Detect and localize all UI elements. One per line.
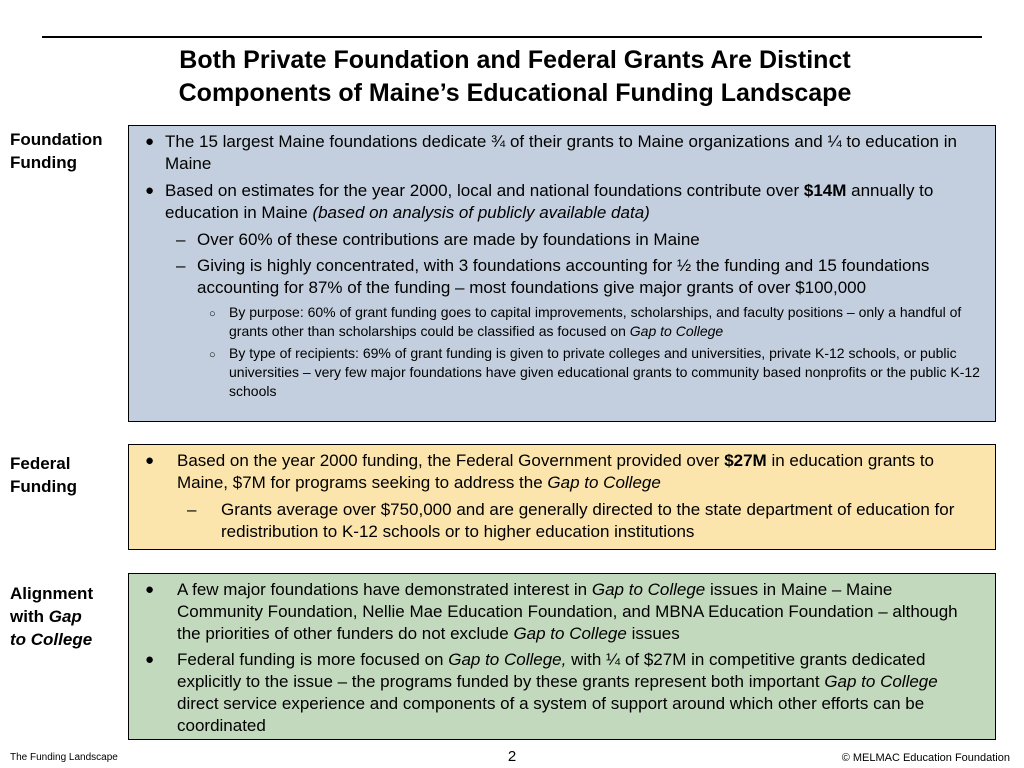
bullet-icon: ● bbox=[145, 452, 155, 469]
federal-funding-box bbox=[128, 444, 996, 550]
title-line-1: Both Private Foundation and Federal Grants Are Distinct bbox=[179, 46, 851, 74]
alignment-label: Alignment with Gap to College bbox=[10, 584, 94, 649]
list-item: ● A few major foundations have demonstrated interest in Gap to College issues in Maine – Maine Community Foundation, Nellie Mae Education Foundation, and MBNA Education Foundation – although the priorities of other funders do not exclude Gap to College issues bbox=[145, 580, 958, 643]
list-item: – Giving is highly concentrated, with 3 foundations accounting for ½ the funding and 15 foundations accounting for 87% of the funding – most foundations give major grants of over $100,000 bbox=[176, 256, 930, 297]
list-item: ○ By purpose: 60% of grant funding goes to capital improvements, scholarships, and faculty positions – only a handful of grants other than scholarships could be classified as focused on Gap to College bbox=[209, 304, 962, 339]
list-item: – Over 60% of these contributions are made by foundations in Maine bbox=[176, 230, 700, 249]
top-rule bbox=[42, 36, 982, 38]
list-item: ○ By type of recipients: 69% of grant funding is given to private colleges and universities, private K-12 schools, or public universities – very few major foundations have given educational grants to community based nonprofits or the public K-12 schools bbox=[209, 345, 980, 399]
dash-icon: – bbox=[176, 256, 186, 275]
federal-funding-label: Federal Funding bbox=[10, 454, 78, 496]
alignment-box bbox=[128, 573, 996, 740]
bullet-icon: ● bbox=[145, 182, 155, 199]
circle-bullet-icon: ○ bbox=[209, 308, 216, 320]
list-item: ● Based on the year 2000 funding, the Federal Government provided over $27M in education grants to Maine, $7M for programs seeking to address the Gap to College bbox=[145, 451, 934, 492]
list-item: ● Based on estimates for the year 2000, local and national foundations contribute over $14M annually to education in Maine (based on analysis of publicly available data) bbox=[145, 181, 934, 222]
foundation-funding-box bbox=[128, 125, 996, 422]
page-number: 2 bbox=[507, 748, 517, 765]
footer-copyright: © MELMAC Education Foundation bbox=[841, 752, 1010, 764]
title-line-2: Components of Maine’s Educational Funding Landscape bbox=[178, 79, 852, 107]
bullet-icon: ● bbox=[145, 651, 155, 668]
dash-icon: – bbox=[187, 500, 197, 519]
bullet-icon: ● bbox=[145, 581, 155, 598]
bullet-icon: ● bbox=[145, 133, 155, 150]
page-title bbox=[60, 44, 970, 110]
list-item: – Grants average over $750,000 and are generally directed to the state department of education for redistribution to K-12 schools or to higher education institutions bbox=[187, 500, 955, 541]
footer-section-name: The Funding Landscape bbox=[10, 752, 118, 763]
circle-bullet-icon: ○ bbox=[209, 349, 216, 361]
list-item: ● Federal funding is more focused on Gap to College, with ¼ of $27M in competitive grants dedicated explicitly to the issue – the programs funded by these grants represent both important Gap to College direct service experience and components of a system of support around which other efforts can be coordinated bbox=[145, 650, 938, 735]
foundation-funding-label: Foundation Funding bbox=[10, 130, 103, 172]
list-item: ● The 15 largest Maine foundations dedicate ¾ of their grants to Maine organizations and ¼ to education in Maine bbox=[145, 132, 957, 173]
dash-icon: – bbox=[176, 230, 186, 249]
